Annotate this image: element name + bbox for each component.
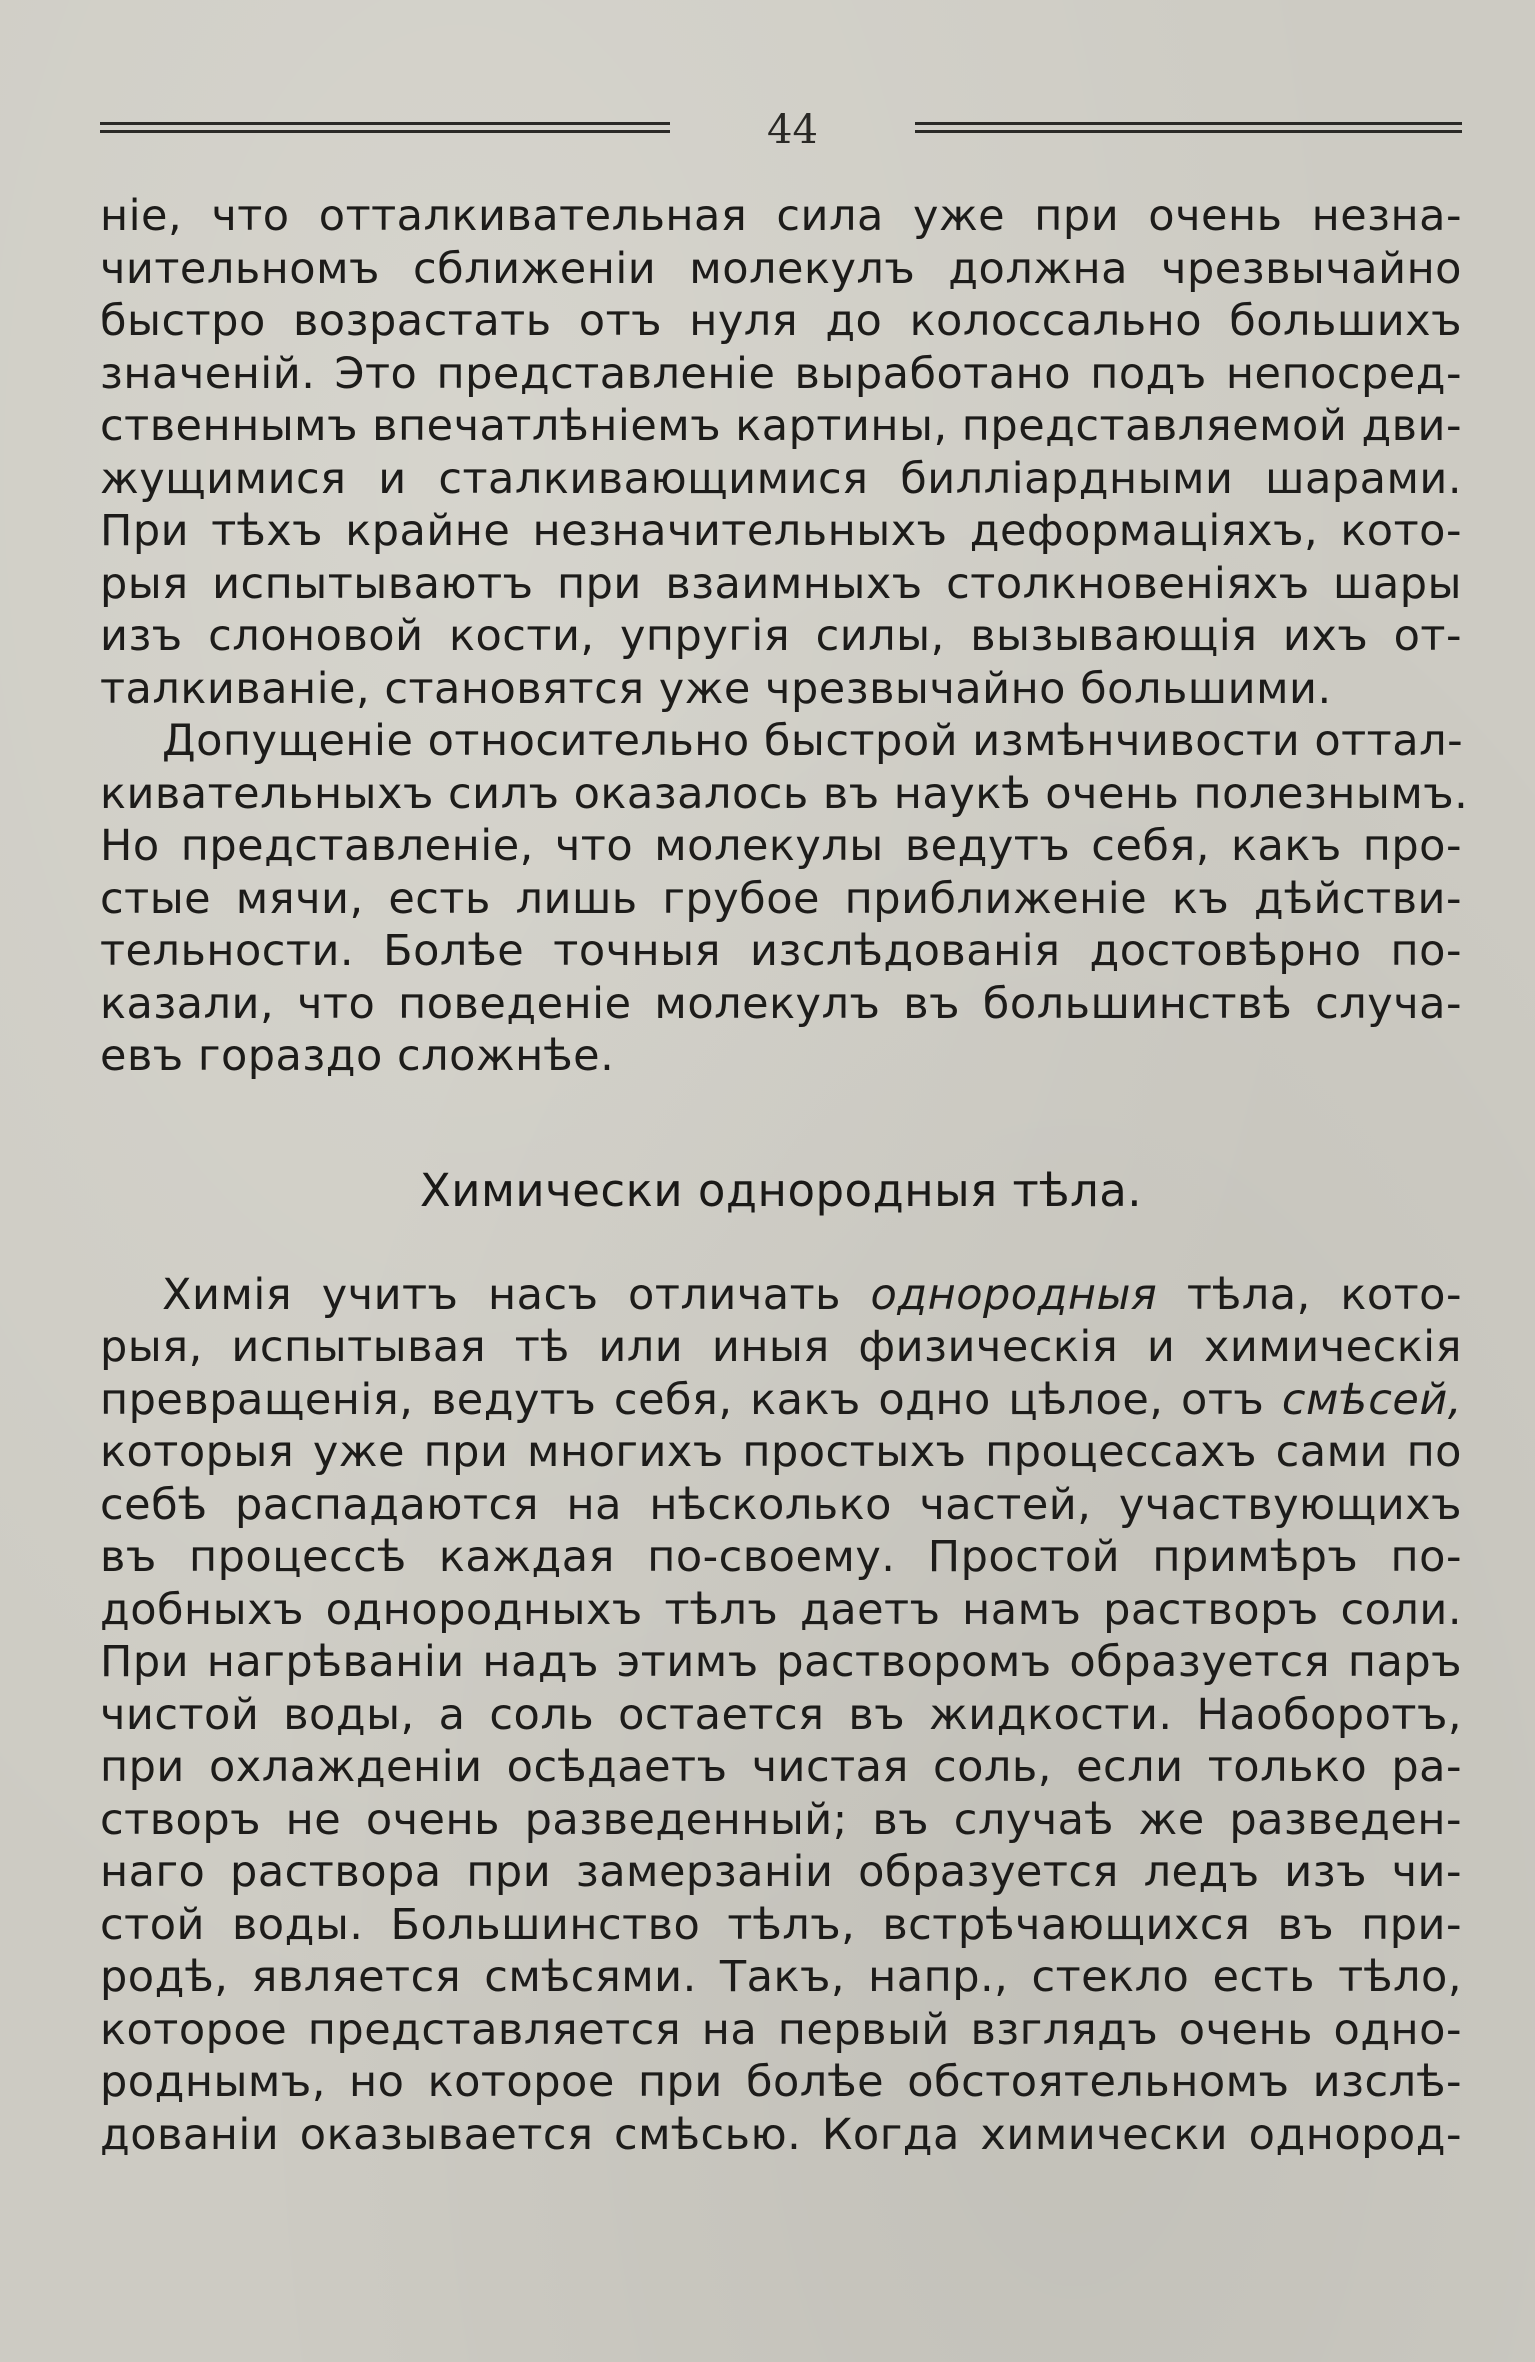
header-rule-left [100, 122, 670, 138]
text-line: добныхъ однородныхъ тѣлъ даетъ намъ растворъ соли. [100, 1584, 1462, 1635]
page-number: 44 [767, 107, 818, 153]
text-line: жущимися и сталкивающимися билліардными шарами. [100, 453, 1462, 504]
text-line: При тѣхъ крайне незначительныхъ деформаціяхъ, кото- [100, 506, 1462, 556]
text-line: Допущеніе относительно быстрой измѣнчивости оттал- [162, 716, 1464, 766]
text-line: При нагрѣваніи надъ этимъ растворомъ образуется паръ [100, 1637, 1462, 1687]
text-line: значеній. Это представленіе выработано подъ непосред- [100, 348, 1462, 399]
text-line [100, 1269, 1462, 1322]
text-line: родѣ, является смѣсями. Такъ, напр., стекло есть тѣло, [100, 1952, 1462, 2002]
italic-term: смѣсей, [1281, 1374, 1462, 1425]
text-line: которыя уже при многихъ простыхъ процессахъ сами по [100, 1427, 1462, 1477]
text-line: стые мячи, есть лишь грубое приближеніе къ дѣйстви- [100, 873, 1462, 924]
text-line: тельности. Болѣе точныя изслѣдованія достовѣрно по- [100, 926, 1462, 976]
paragraph-3 [100, 1269, 1462, 2162]
italic-term: однородныя [870, 1269, 1158, 1320]
text-line: рыя испытываютъ при взаимныхъ столкновеніяхъ шары [100, 558, 1462, 609]
text-line: которое представляется на первый взглядъ очень одно- [100, 2004, 1462, 2055]
text-line: себѣ распадаются на нѣсколько частей, участвующихъ [100, 1479, 1462, 1530]
paragraph-1 [100, 190, 1462, 715]
paragraph-2 [100, 715, 1469, 1083]
section-heading: Химически однородныя тѣла. [419, 1163, 1143, 1217]
page-header [100, 105, 1462, 155]
text-line: чистой воды, а соль остается въ жидкости. Наоборотъ, [100, 1689, 1462, 1740]
text-line: евъ гораздо сложнѣе. [100, 1031, 615, 1081]
text-line: талкиваніе, становятся уже чрезвычайно большими. [100, 663, 1332, 714]
text-line: кивательныхъ силъ оказалось въ наукѣ очень полезнымъ. [100, 768, 1469, 819]
text-line: изъ слоновой кости, упругія силы, вызывающія ихъ от- [100, 611, 1462, 661]
text-line: дованіи оказывается смѣсью. Когда химически однород- [100, 2109, 1462, 2160]
text-line: быстро возрастать отъ нуля до колоссально большихъ [100, 296, 1462, 346]
text-line: роднымъ, но которое при болѣе обстоятельномъ изслѣ- [100, 2057, 1462, 2107]
text-line: створъ не очень разведенный; въ случаѣ же разведен- [100, 1794, 1462, 1845]
text-line: казали, что поведеніе молекулъ въ большинствѣ случа- [100, 978, 1462, 1029]
header-rule-right [915, 122, 1462, 138]
text-line [100, 1374, 1462, 1427]
text-line: чительномъ сближеніи молекулъ должна чрезвычайно [100, 243, 1462, 294]
text-run: тѣла, кото- [1157, 1269, 1462, 1320]
text-line: Но представленіе, что молекулы ведутъ себя, какъ про- [100, 821, 1462, 871]
text-line: ніе, что отталкивательная сила уже при очень незна- [100, 191, 1462, 241]
text-line: въ процессѣ каждая по-своему. Простой примѣръ по- [100, 1532, 1462, 1582]
text-line: ственнымъ впечатлѣніемъ картины, представляемой дви- [100, 401, 1462, 451]
text-run: превращенія, ведутъ себя, какъ одно цѣлое, отъ [100, 1374, 1282, 1425]
text-line: рыя, испытывая тѣ или иныя физическія и химическія [100, 1322, 1462, 1372]
text-line: при охлажденіи осѣдаетъ чистая соль, если только ра- [100, 1742, 1462, 1792]
body-text [100, 190, 1469, 2161]
text-run: Химія учитъ насъ отличать [162, 1269, 871, 1320]
text-line: наго раствора при замерзаніи образуется ледъ изъ чи- [100, 1847, 1462, 1897]
text-line: стой воды. Большинство тѣлъ, встрѣчающихся въ при- [100, 1899, 1462, 1950]
